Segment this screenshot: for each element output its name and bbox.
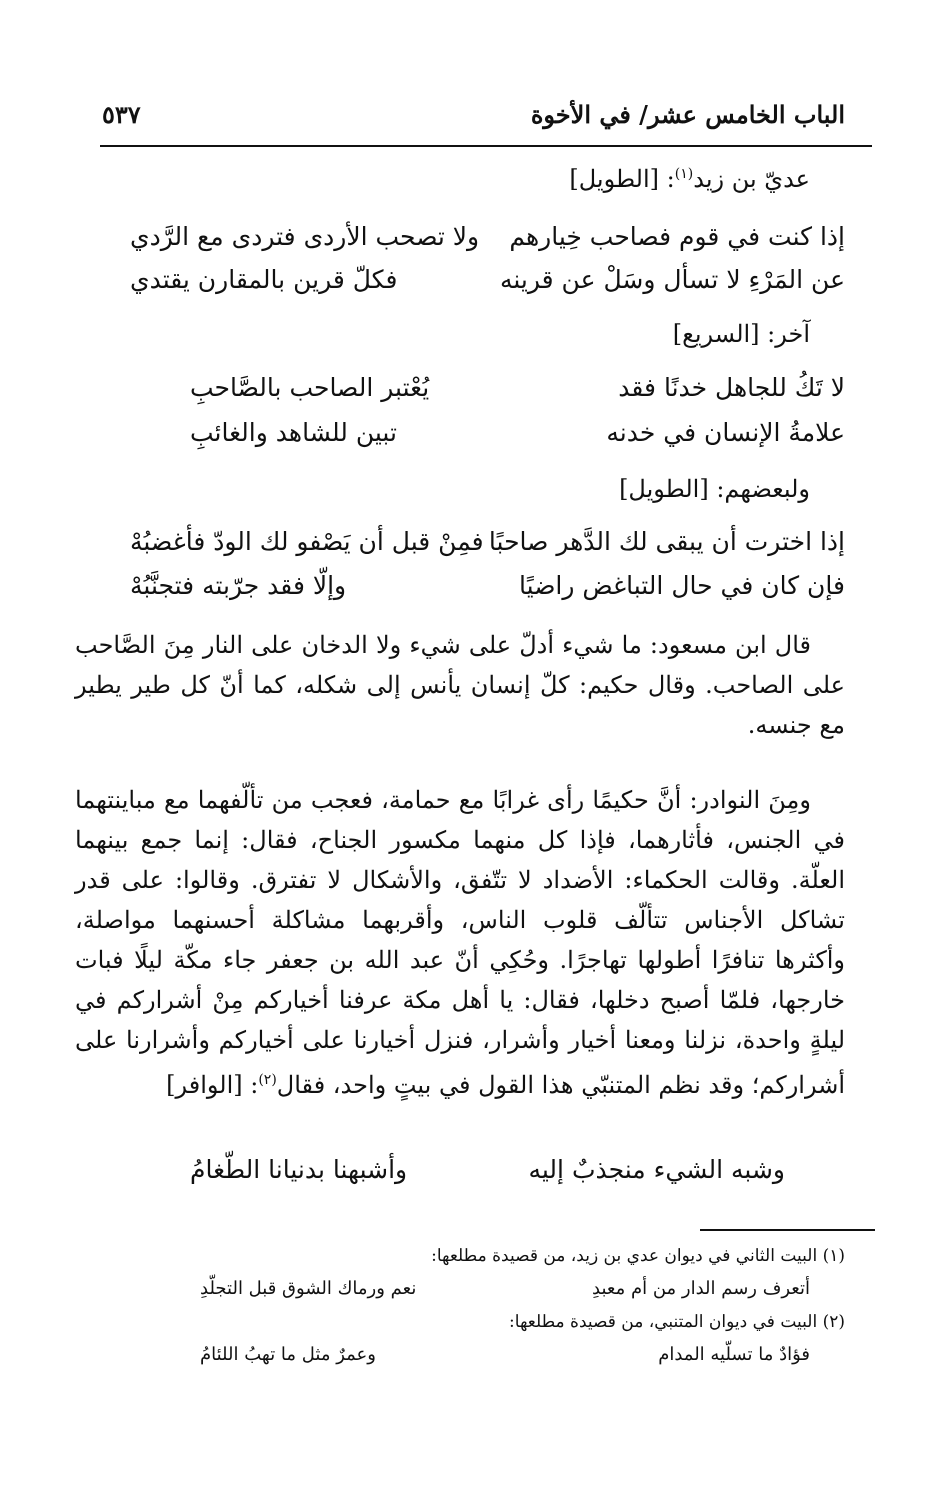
verse-hemistich: علامةُ الإنسان في خدنه (606, 418, 845, 447)
verse-hemistich: إذا اخترت أن يبقى لك الدَّهر صاحبًا (488, 527, 845, 556)
verse-hemistich: تبين للشاهد والغائبِ (190, 418, 397, 447)
footnote-verse-hemistich: نعم ورماك الشوق قبل التجلّدِ (200, 1278, 417, 1299)
poem1-label: عديّ بن زيد$^{(١)}$: [الطويل] (569, 165, 810, 193)
verse-hemistich: إذا كنت في قوم فصاحب خِيارهم (509, 222, 845, 251)
poem3-label: ولبعضهم: [الطويل] (619, 475, 810, 503)
verse-hemistich: يُعْتبر الصاحب بالصَّاحبِ (190, 373, 430, 402)
footnote-ref-2: (٢) (258, 1072, 277, 1088)
footnote-verse-hemistich: وعمرٌ مثل ما تهبُ اللئامُ (200, 1344, 376, 1365)
verse-hemistich: فإن كان في حال التباغض راضيًا (519, 571, 845, 600)
verse-hemistich: فكلّ قرين بالمقارن يقتدي (130, 265, 398, 294)
footnote-2: (٢) البيت في ديوان المتنبي، من قصيدة مطلعها: (509, 1312, 845, 1332)
footnote-verse-hemistich: فؤادٌ ما تسلّيه المدام (658, 1344, 810, 1365)
header-rule (100, 145, 872, 147)
paragraph-2: ومِنَ النوادر: أنَّ حكيمًا رأى غرابًا مع حمامة، فعجب من تألّفهما مع مباينتهما في الجنس، فأثارهما، فإذا كل منهما مكسور الجناح، فقال: إنما جمع بينهما العلّة. وقالت الحكماء: الأضداد لا تتّفق، والأشكال لا تفترق. وقالوا: على قدر تشاكل الأجناس تتألّف قلوب الناس، وأقربهما مشاكلة أحسنهما مواصلة، وأكثرها تنافرًا أطولها تهاجرًا. وحُكِي أنّ عبد الله بن جعفر جاء مكّة ليلًا فبات خارجها، فلمّا أصبح دخلها، فقال: يا أهل مكة عرفنا أخياركم مِنْ أشراركم في ليلةٍ واحدة، نزلنا ومعنا أخيار وأشرار، فنزل أخيارنا على أخياركم وأشرارنا على أشراركم؛ وقد نظم المتنبّي هذا القول في بيتٍ واحد، فقال$^{(٢)}$: [الوافر] (75, 786, 846, 1099)
verse-hemistich: وأشبهنا بدنيانا الطّغامُ (190, 1155, 408, 1184)
paragraph-1: قال ابن مسعود: ما شيء أدلّ على شيء ولا الدخان على النار مِنَ الصَّاحب على الصاحب. وقال حكيم: كلّ إنسان يأنس إلى شكله، كما أنّ كل طير يطير مع جنسه. (75, 631, 845, 739)
verse-hemistich: ولا تصحب الأردى فتردى مع الرَّدي (130, 222, 480, 251)
footnote-verse-hemistich: أتعرف رسم الدار من أم معبدِ (592, 1278, 810, 1299)
footnote-1: (١) البيت الثاني في ديوان عدي بن زيد، من قصيدة مطلعها: (431, 1246, 845, 1266)
verse-hemistich: وإلّا فقد جرّبته فتجنَّبُهْ (130, 571, 347, 600)
poem2-label: آخر: [السريع] (672, 320, 810, 348)
verse-hemistich: عن المَرْءِ لا تسأل وسَلْ عن قرينه (499, 265, 845, 294)
verse-hemistich: وشبه الشيء منجذبٌ إليه (528, 1155, 785, 1184)
footnote-ref-1: (١) (674, 166, 694, 182)
footnote-rule (700, 1229, 875, 1231)
verse-hemistich: لا تَكُ للجاهل خدنًا فقد (618, 373, 845, 402)
verse-hemistich: فمِنْ قبل أن يَصْفو لك الودّ فأغضبُهْ (130, 527, 484, 556)
page-number: ٥٣٧ (102, 100, 141, 129)
running-head: الباب الخامس عشر/ في الأخوة (530, 100, 845, 129)
